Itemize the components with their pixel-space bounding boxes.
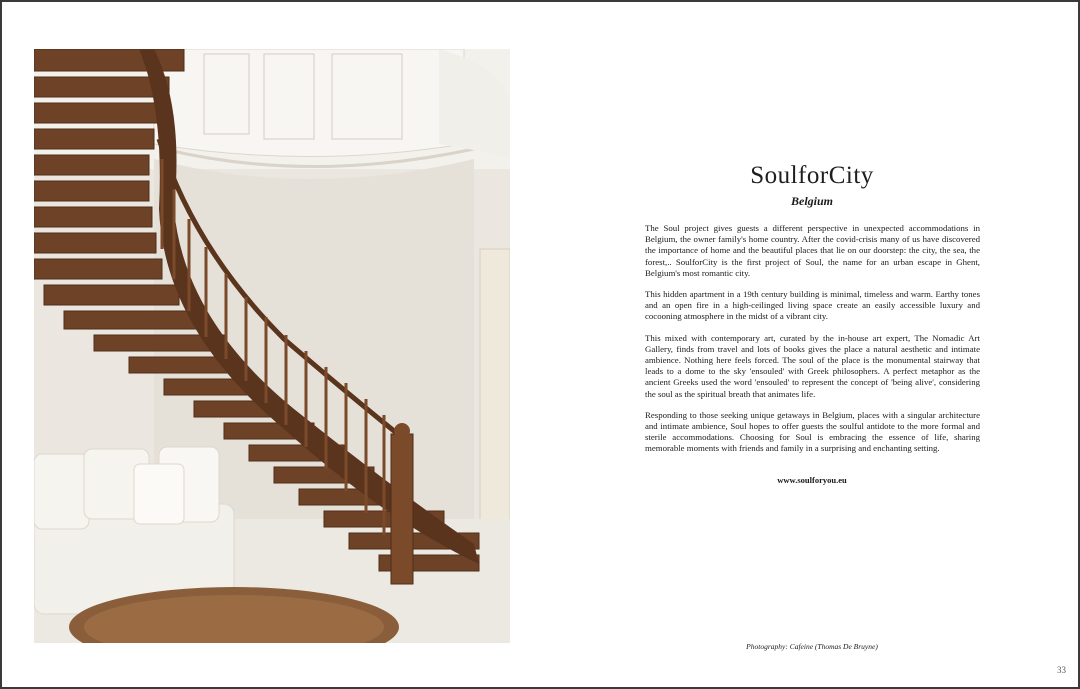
website-link[interactable]: www.soulforyou.eu xyxy=(777,475,847,485)
staircase-illustration xyxy=(34,49,510,643)
article-body xyxy=(645,223,980,465)
photo-credit: Photography: Cafeine (Thomas De Bruyne) xyxy=(746,642,878,651)
article-paragraph: This mixed with contemporary art, curated by the in-house art expert, The Nomadic Art Gallery, finds from travel and lots of books gives the place a natural aesthetic and intimate ambience. Nothing here feels forced. The soul of the place is the monumental stairway that leads to a dome to the sky 'ensouled' with Greek philosophers. A perfect metaphor as the ancient Greeks used the word 'ensouled' to represent the concept of 'being alive', considering the soul as the spiritual breath that animates life. xyxy=(645,332,980,399)
article-paragraph: This hidden apartment in a 19th century building is minimal, timeless and warm. Earthy tones and an open fire in a high-ceilinged living space create an easily accessible luxury and cocooning atmosphere in the midst of a vibrant city. xyxy=(645,289,980,322)
article-subtitle: Belgium xyxy=(790,194,833,208)
page-number: 33 xyxy=(1057,665,1066,675)
article-paragraph: The Soul project gives guests a different perspective in unexpected accommodations in Belgium, the owner family's home country. After the covid-crisis many of us have discovered the importance of home and the beautiful places that lie on our doorstep: the city, the sea, the forest,.. SoulforCity is the first project of Soul, the name for an urban escape in Ghent, Belgium's most romantic city. xyxy=(645,223,980,278)
staircase-photo xyxy=(34,49,510,643)
article-title: SoulforCity xyxy=(750,162,874,189)
article-paragraph: Responding to those seeking unique getaways in Belgium, places with a singular architecture and intimate ambience, Soul hopes to offer guests the soulful antidote to the more formal and sterile accommodations. Choosing for Soul is embracing the essence of life, sharing memorable moments with friends and family in a surprising and enchanting setting. xyxy=(645,409,980,454)
